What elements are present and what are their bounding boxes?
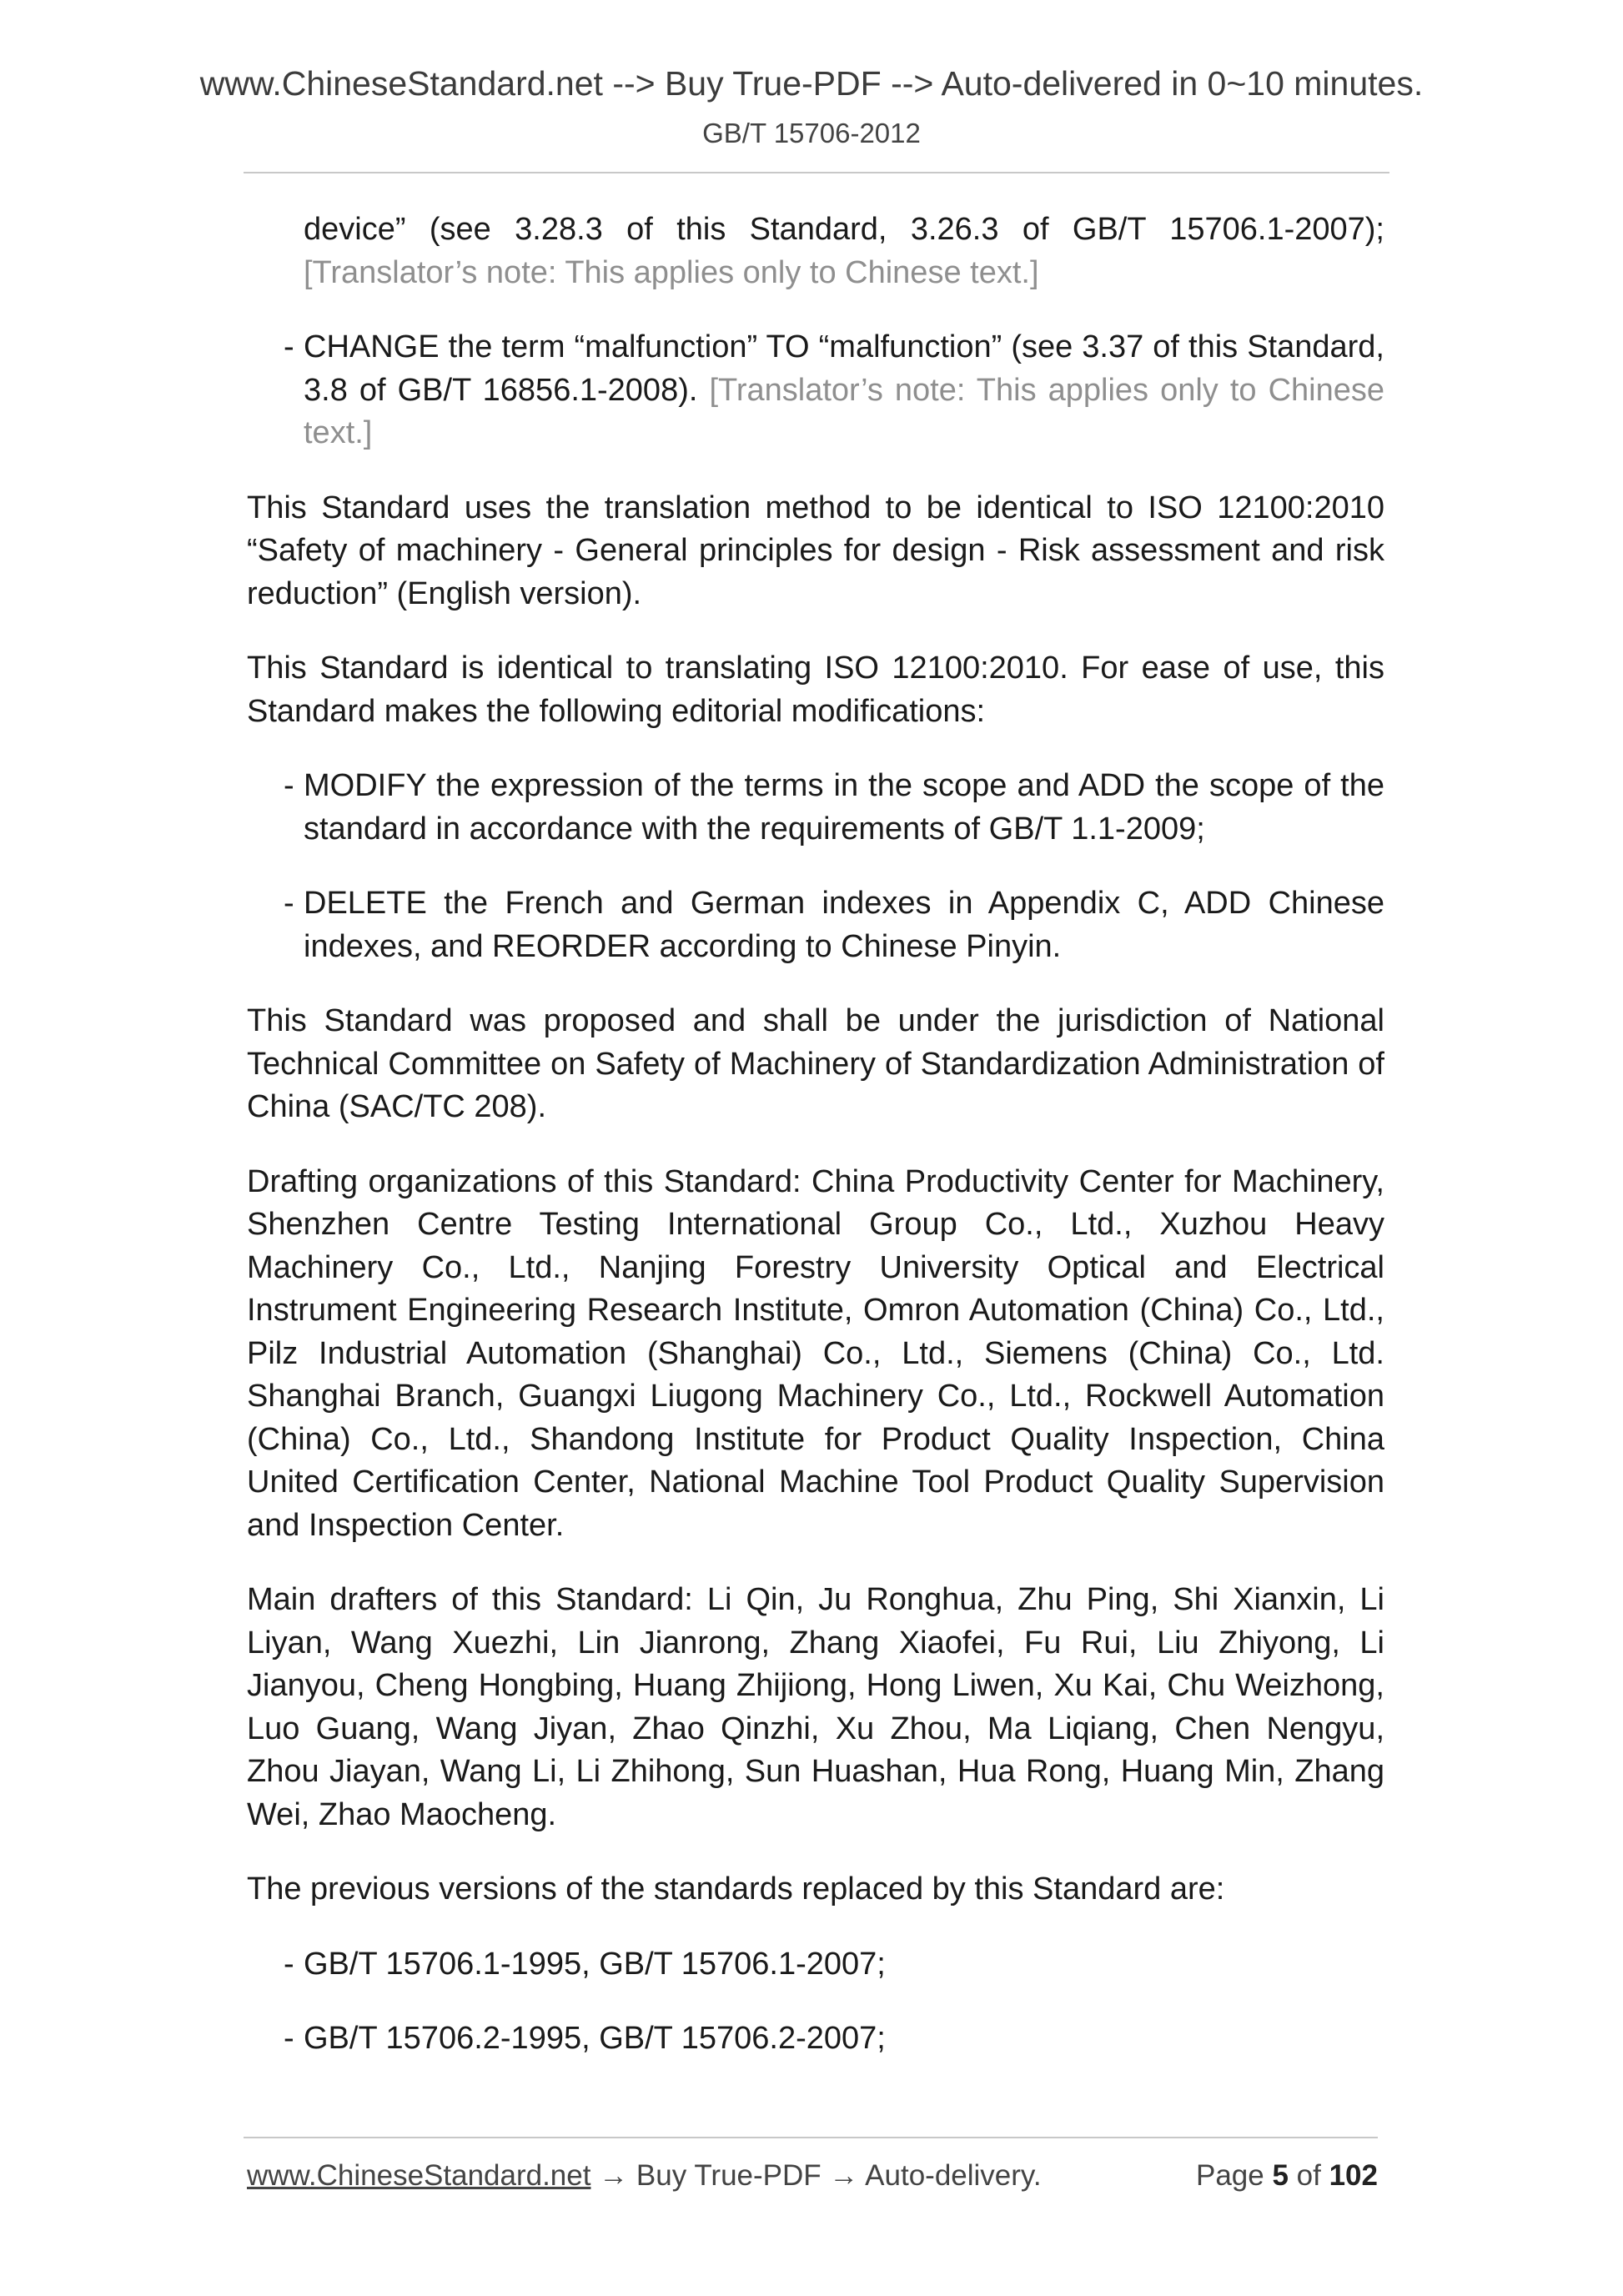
- previous-version-bullet: [247, 2017, 1384, 2061]
- translator-note: [Translator’s note: This applies only to Chinese text.]: [304, 372, 1385, 450]
- footer: [247, 2158, 1378, 2193]
- bullet-text: GB/T 15706.1-1995, GB/T 15706.1-2007;: [304, 1946, 886, 1982]
- bullet-text: [304, 326, 1384, 455]
- bullet-text: GB/T 15706.2-1995, GB/T 15706.2-2007;: [304, 2021, 886, 2056]
- bullet-text: MODIFY the expression of the terms in the scope and ADD the scope of the standard in accordance with the requirements of GB/T 1.1-2009;: [304, 768, 1384, 847]
- page-label: Page: [1195, 2159, 1264, 2192]
- bullet-dash: -: [284, 768, 294, 803]
- page-total: 102: [1329, 2159, 1378, 2192]
- modification-bullet: [247, 765, 1384, 851]
- paragraph-proposed: This Standard was proposed and shall be under the jurisdiction of National Technical Committee on Safety of Machinery of Standardization Administration of China (SAC/TC 208).: [247, 1003, 1384, 1124]
- footer-divider: [244, 2137, 1378, 2138]
- continued-text: device” (see 3.28.3 of this Standard, 3.26.3 of GB/T 15706.1-2007);: [304, 212, 1384, 247]
- translator-note: [Translator’s note: This applies only to Chinese text.]: [304, 254, 1039, 290]
- paragraph-translation-method: This Standard uses the translation method to be identical to ISO 12100:2010 “Safety of machinery - General principles for design - Risk assessment and risk reduction” (English version).: [247, 490, 1384, 611]
- footer-site-link[interactable]: www.ChineseStandard.net: [247, 2159, 591, 2192]
- bullet-dash: -: [284, 886, 294, 921]
- paragraph-main-drafters: Main drafters of this Standard: Li Qin, Ju Ronghua, Zhu Ping, Shi Xianxin, Li Liyan, Wang Xuezhi, Lin Jianrong, Zhang Xiaofei, Fu Rui, Liu Zhiyong, Li Jianyou, Cheng Hongbing, Huang Zhijiong, Hong Liwen, Xu Kai, Chu Weizhong, Luo Guang, Wang Jiyan, Zhao Qinzhi, Xu Zhou, Ma Liqiang, Chen Nengyu, Zhou Jiayan, Wang Li, Li Zhihong, Sun Huashan, Hua Rong, Huang Min, Zhang Wei, Zhao Maocheng.: [247, 1582, 1384, 1832]
- footer-nav-text: → Buy True-PDF → Auto-delivery.: [599, 2159, 1042, 2192]
- previous-version-bullet: [247, 1943, 1384, 1987]
- header-banner[interactable]: www.ChineseStandard.net --> Buy True-PDF --> Auto-delivered in 0~10 minutes.: [199, 64, 1424, 103]
- page-indicator: [1196, 2158, 1378, 2193]
- bullet-dash: -: [284, 1946, 294, 1982]
- page-of: of: [1296, 2159, 1321, 2192]
- paragraph-previous-versions: The previous versions of the standards replaced by this Standard are:: [247, 1871, 1225, 1907]
- bullet-text: DELETE the French and German indexes in Appendix C, ADD Chinese indexes, and REORDER according to Chinese Pinyin.: [304, 886, 1384, 964]
- modification-bullet: [247, 882, 1384, 968]
- continued-item: [247, 208, 1384, 294]
- header-divider: [244, 172, 1389, 173]
- standard-number: GB/T 15706-2012: [702, 118, 921, 148]
- change-bullet: [247, 326, 1384, 455]
- bullet-dash: -: [284, 329, 294, 364]
- paragraph-identical: This Standard is identical to translating ISO 12100:2010. For ease of use, this Standard makes the following editorial modifications:: [247, 651, 1384, 729]
- paragraph-drafting-organizations: Drafting organizations of this Standard: China Productivity Center for Machinery, Shenzhen Centre Testing International Group Co., Ltd., Xuzhou Heavy Machinery Co., Ltd., Nanjing Forestry University Optical and Electrical Instrument Engineering Research Institute, Omron Automation (China) Co., Ltd., Pilz Industrial Automation (Shanghai) Co., Ltd., Siemens (China) Co., Ltd. Shanghai Branch, Guangxi Liugong Machinery Co., Ltd., Rockwell Automation (China) Co., Ltd., Shandong Institute for Product Quality Inspection, China United Certification Center, National Machine Tool Product Quality Supervision and Inspection Center.: [247, 1163, 1384, 1543]
- page-current: 5: [1272, 2159, 1289, 2192]
- change-text: CHANGE the term “malfunction” TO “malfunction” (see 3.37 of this Standard, 3.8 of GB/T 16856.1-2008).: [304, 329, 1384, 408]
- document-body: [247, 208, 1384, 2093]
- footer-left: [247, 2158, 1042, 2193]
- bullet-dash: -: [284, 2021, 294, 2056]
